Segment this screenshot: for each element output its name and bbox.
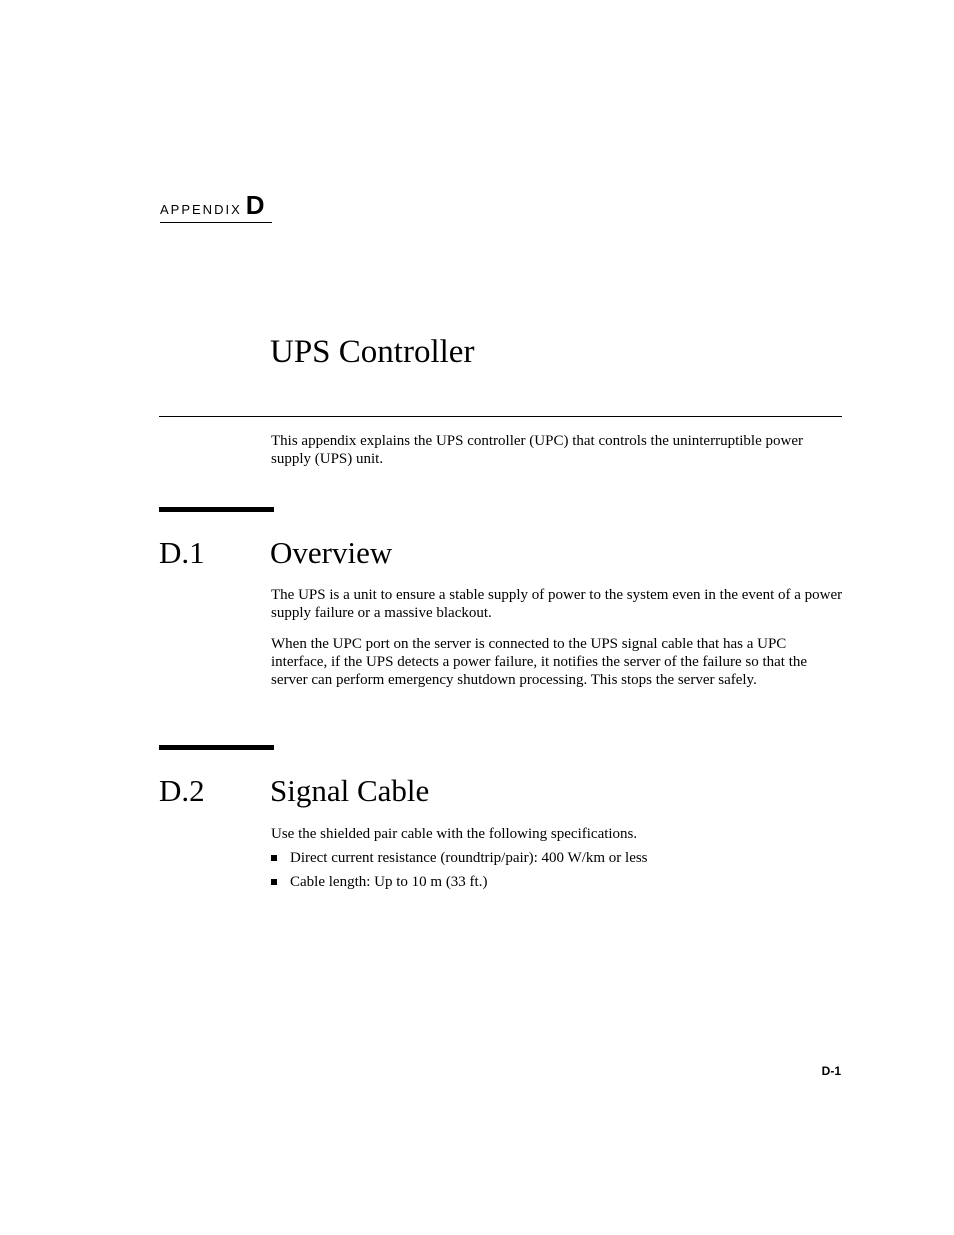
bullet-square-icon — [271, 879, 277, 885]
list-item-text: Direct current resistance (roundtrip/pair): 400 W/km or less — [290, 850, 648, 866]
list-item — [271, 849, 843, 867]
chapter-title: UPS Controller — [270, 334, 475, 370]
section-number-d2: D.2 — [159, 773, 205, 808]
appendix-word: APPENDIX — [160, 202, 242, 217]
overview-paragraph-2: When the UPC port on the server is connected to the UPS signal cable that has a UPC interface, if the UPS detects a power failure, it notifies the server of the failure so that the server can perform emergency shutdown processing. This stops the server safely. — [271, 636, 808, 688]
overview-paragraph-1: The UPS is a unit to ensure a stable supply of power to the system even in the event of a power supply failure or a massive blackout. — [271, 587, 843, 621]
section-number-d1: D.1 — [159, 535, 205, 570]
signal-cable-spec-list — [271, 849, 843, 897]
appendix-letter: D — [245, 190, 265, 220]
list-item-text: Cable length: Up to 10 m (33 ft.) — [290, 874, 488, 890]
section-bar-d1 — [159, 507, 274, 512]
list-item — [271, 873, 843, 891]
appendix-label — [160, 190, 272, 223]
bullet-square-icon — [271, 855, 277, 861]
signal-cable-paragraph: Use the shielded pair cable with the following specifications. — [271, 826, 638, 842]
chapter-intro: This appendix explains the UPS controller (UPC) that controls the uninterruptible power supply (UPS) unit. — [271, 433, 803, 467]
section-bar-d2 — [159, 745, 274, 750]
page-number: D-1 — [821, 1064, 841, 1078]
section-title-signal-cable: Signal Cable — [270, 773, 430, 808]
chapter-divider — [159, 416, 842, 417]
section-title-overview: Overview — [270, 535, 393, 570]
